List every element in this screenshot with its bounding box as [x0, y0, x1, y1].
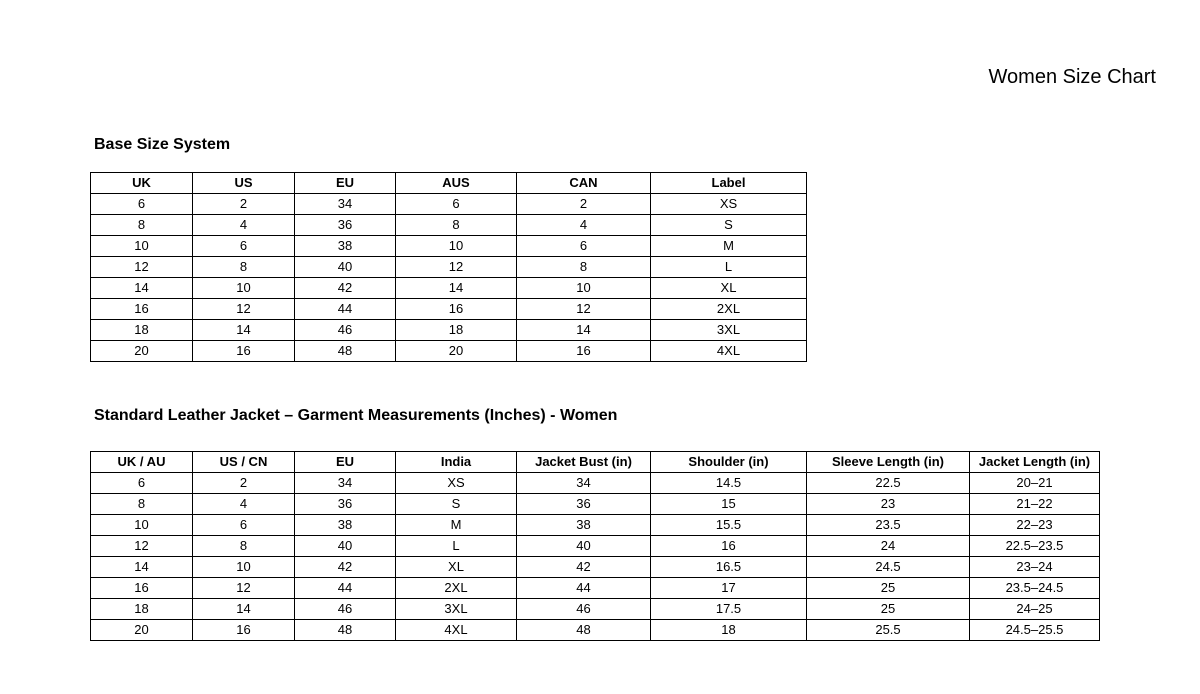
- jacket-cell-jacket-bust-in: 34: [517, 473, 651, 494]
- jacket-cell-sleeve-length-in: 25: [807, 578, 970, 599]
- jacket-cell-jacket-length-in: 23–24: [970, 557, 1100, 578]
- base-size-cell-can: 8: [517, 257, 651, 278]
- base-size-cell-can: 10: [517, 278, 651, 299]
- jacket-cell-us-cn: 14: [193, 599, 295, 620]
- table-row: [91, 473, 1100, 494]
- base-size-cell-eu: 48: [295, 341, 396, 362]
- jacket-cell-uk-au: 16: [91, 578, 193, 599]
- table-row: [91, 494, 1100, 515]
- jacket-cell-uk-au: 12: [91, 536, 193, 557]
- jacket-measurements-table: [90, 451, 1100, 641]
- jacket-column-header-jacket-bust-in: Jacket Bust (in): [517, 452, 651, 473]
- jacket-cell-uk-au: 20: [91, 620, 193, 641]
- jacket-cell-jacket-length-in: 20–21: [970, 473, 1100, 494]
- table-row: [91, 320, 807, 341]
- jacket-cell-eu: 44: [295, 578, 396, 599]
- jacket-cell-sleeve-length-in: 25.5: [807, 620, 970, 641]
- base-size-column-header-label: Label: [651, 173, 807, 194]
- table-row: [91, 557, 1100, 578]
- jacket-cell-shoulder-in: 16.5: [651, 557, 807, 578]
- jacket-cell-india: S: [396, 494, 517, 515]
- base-size-cell-uk: 14: [91, 278, 193, 299]
- base-size-cell-can: 14: [517, 320, 651, 341]
- jacket-cell-jacket-bust-in: 40: [517, 536, 651, 557]
- base-size-cell-label: 2XL: [651, 299, 807, 320]
- jacket-cell-us-cn: 8: [193, 536, 295, 557]
- base-size-cell-label: L: [651, 257, 807, 278]
- jacket-cell-india: M: [396, 515, 517, 536]
- jacket-column-header-jacket-length-in: Jacket Length (in): [970, 452, 1100, 473]
- base-size-cell-uk: 18: [91, 320, 193, 341]
- table-row: [91, 341, 807, 362]
- jacket-column-header-sleeve-length-in: Sleeve Length (in): [807, 452, 970, 473]
- jacket-cell-eu: 40: [295, 536, 396, 557]
- jacket-cell-us-cn: 16: [193, 620, 295, 641]
- base-size-cell-us: 2: [193, 194, 295, 215]
- base-size-cell-aus: 6: [396, 194, 517, 215]
- jacket-cell-shoulder-in: 17.5: [651, 599, 807, 620]
- jacket-cell-india: 3XL: [396, 599, 517, 620]
- base-size-cell-eu: 36: [295, 215, 396, 236]
- jacket-cell-shoulder-in: 15.5: [651, 515, 807, 536]
- jacket-cell-shoulder-in: 14.5: [651, 473, 807, 494]
- jacket-cell-jacket-length-in: 21–22: [970, 494, 1100, 515]
- jacket-cell-sleeve-length-in: 24.5: [807, 557, 970, 578]
- document-title: Women Size Chart: [988, 66, 1156, 88]
- base-size-cell-can: 12: [517, 299, 651, 320]
- jacket-cell-jacket-length-in: 24.5–25.5: [970, 620, 1100, 641]
- base-size-cell-us: 4: [193, 215, 295, 236]
- jacket-column-header-eu: EU: [295, 452, 396, 473]
- base-size-cell-aus: 20: [396, 341, 517, 362]
- jacket-header-row: [91, 452, 1100, 473]
- jacket-table-header: [91, 452, 1100, 473]
- jacket-cell-jacket-length-in: 24–25: [970, 599, 1100, 620]
- base-size-column-header-eu: EU: [295, 173, 396, 194]
- jacket-cell-jacket-bust-in: 48: [517, 620, 651, 641]
- base-size-table-header: [91, 173, 807, 194]
- jacket-cell-sleeve-length-in: 23: [807, 494, 970, 515]
- base-size-cell-uk: 10: [91, 236, 193, 257]
- table-row: [91, 236, 807, 257]
- jacket-cell-sleeve-length-in: 23.5: [807, 515, 970, 536]
- jacket-cell-jacket-bust-in: 36: [517, 494, 651, 515]
- jacket-cell-uk-au: 18: [91, 599, 193, 620]
- base-size-cell-uk: 12: [91, 257, 193, 278]
- base-size-column-header-uk: UK: [91, 173, 193, 194]
- jacket-cell-eu: 48: [295, 620, 396, 641]
- base-size-header-row: [91, 173, 807, 194]
- table-row: [91, 515, 1100, 536]
- base-size-cell-uk: 8: [91, 215, 193, 236]
- jacket-column-header-india: India: [396, 452, 517, 473]
- base-size-column-header-can: CAN: [517, 173, 651, 194]
- base-size-cell-eu: 34: [295, 194, 396, 215]
- jacket-cell-jacket-length-in: 22.5–23.5: [970, 536, 1100, 557]
- base-size-cell-aus: 18: [396, 320, 517, 341]
- base-size-cell-eu: 38: [295, 236, 396, 257]
- base-size-column-header-aus: AUS: [396, 173, 517, 194]
- jacket-column-header-uk-au: UK / AU: [91, 452, 193, 473]
- base-size-cell-label: XS: [651, 194, 807, 215]
- jacket-cell-india: XS: [396, 473, 517, 494]
- jacket-cell-uk-au: 10: [91, 515, 193, 536]
- jacket-cell-us-cn: 6: [193, 515, 295, 536]
- jacket-cell-us-cn: 2: [193, 473, 295, 494]
- base-size-cell-label: 3XL: [651, 320, 807, 341]
- base-size-cell-us: 14: [193, 320, 295, 341]
- jacket-cell-sleeve-length-in: 24: [807, 536, 970, 557]
- jacket-cell-uk-au: 8: [91, 494, 193, 515]
- jacket-cell-eu: 34: [295, 473, 396, 494]
- jacket-cell-us-cn: 10: [193, 557, 295, 578]
- jacket-cell-sleeve-length-in: 22.5: [807, 473, 970, 494]
- jacket-cell-shoulder-in: 16: [651, 536, 807, 557]
- jacket-cell-india: 4XL: [396, 620, 517, 641]
- jacket-cell-eu: 36: [295, 494, 396, 515]
- table-row: [91, 536, 1100, 557]
- base-size-cell-aus: 14: [396, 278, 517, 299]
- base-size-cell-aus: 8: [396, 215, 517, 236]
- base-size-cell-aus: 10: [396, 236, 517, 257]
- base-size-cell-eu: 44: [295, 299, 396, 320]
- base-size-cell-label: 4XL: [651, 341, 807, 362]
- base-size-cell-eu: 46: [295, 320, 396, 341]
- base-size-cell-eu: 40: [295, 257, 396, 278]
- jacket-cell-us-cn: 4: [193, 494, 295, 515]
- base-size-cell-can: 6: [517, 236, 651, 257]
- jacket-cell-india: XL: [396, 557, 517, 578]
- base-size-table-body: [91, 194, 807, 362]
- jacket-cell-jacket-bust-in: 38: [517, 515, 651, 536]
- base-size-cell-us: 16: [193, 341, 295, 362]
- base-size-cell-uk: 6: [91, 194, 193, 215]
- base-size-cell-can: 4: [517, 215, 651, 236]
- jacket-cell-uk-au: 14: [91, 557, 193, 578]
- base-size-cell-us: 10: [193, 278, 295, 299]
- base-size-cell-can: 16: [517, 341, 651, 362]
- table-row: [91, 278, 807, 299]
- base-size-cell-eu: 42: [295, 278, 396, 299]
- table-row: [91, 215, 807, 236]
- jacket-cell-shoulder-in: 18: [651, 620, 807, 641]
- base-size-cell-can: 2: [517, 194, 651, 215]
- base-size-cell-us: 6: [193, 236, 295, 257]
- jacket-cell-eu: 46: [295, 599, 396, 620]
- table-row: [91, 578, 1100, 599]
- base-size-cell-aus: 12: [396, 257, 517, 278]
- jacket-cell-us-cn: 12: [193, 578, 295, 599]
- jacket-cell-jacket-bust-in: 46: [517, 599, 651, 620]
- base-size-cell-aus: 16: [396, 299, 517, 320]
- table-row: [91, 299, 807, 320]
- base-size-cell-label: S: [651, 215, 807, 236]
- table-row: [91, 620, 1100, 641]
- base-size-cell-uk: 20: [91, 341, 193, 362]
- jacket-cell-eu: 42: [295, 557, 396, 578]
- base-size-cell-us: 8: [193, 257, 295, 278]
- jacket-column-header-us-cn: US / CN: [193, 452, 295, 473]
- base-size-system-table: [90, 172, 807, 362]
- jacket-measurements-heading: Standard Leather Jacket – Garment Measurements (Inches) - Women: [94, 407, 618, 424]
- base-size-cell-uk: 16: [91, 299, 193, 320]
- base-size-system-heading: Base Size System: [94, 136, 231, 153]
- table-row: [91, 194, 807, 215]
- base-size-cell-us: 12: [193, 299, 295, 320]
- jacket-cell-shoulder-in: 15: [651, 494, 807, 515]
- jacket-cell-jacket-bust-in: 44: [517, 578, 651, 599]
- jacket-cell-eu: 38: [295, 515, 396, 536]
- jacket-table-body: [91, 473, 1100, 641]
- jacket-cell-jacket-length-in: 22–23: [970, 515, 1100, 536]
- jacket-cell-india: 2XL: [396, 578, 517, 599]
- jacket-cell-jacket-length-in: 23.5–24.5: [970, 578, 1100, 599]
- jacket-cell-sleeve-length-in: 25: [807, 599, 970, 620]
- table-row: [91, 257, 807, 278]
- jacket-cell-jacket-bust-in: 42: [517, 557, 651, 578]
- jacket-cell-india: L: [396, 536, 517, 557]
- jacket-column-header-shoulder-in: Shoulder (in): [651, 452, 807, 473]
- base-size-cell-label: M: [651, 236, 807, 257]
- base-size-cell-label: XL: [651, 278, 807, 299]
- base-size-column-header-us: US: [193, 173, 295, 194]
- jacket-cell-uk-au: 6: [91, 473, 193, 494]
- table-row: [91, 599, 1100, 620]
- jacket-cell-shoulder-in: 17: [651, 578, 807, 599]
